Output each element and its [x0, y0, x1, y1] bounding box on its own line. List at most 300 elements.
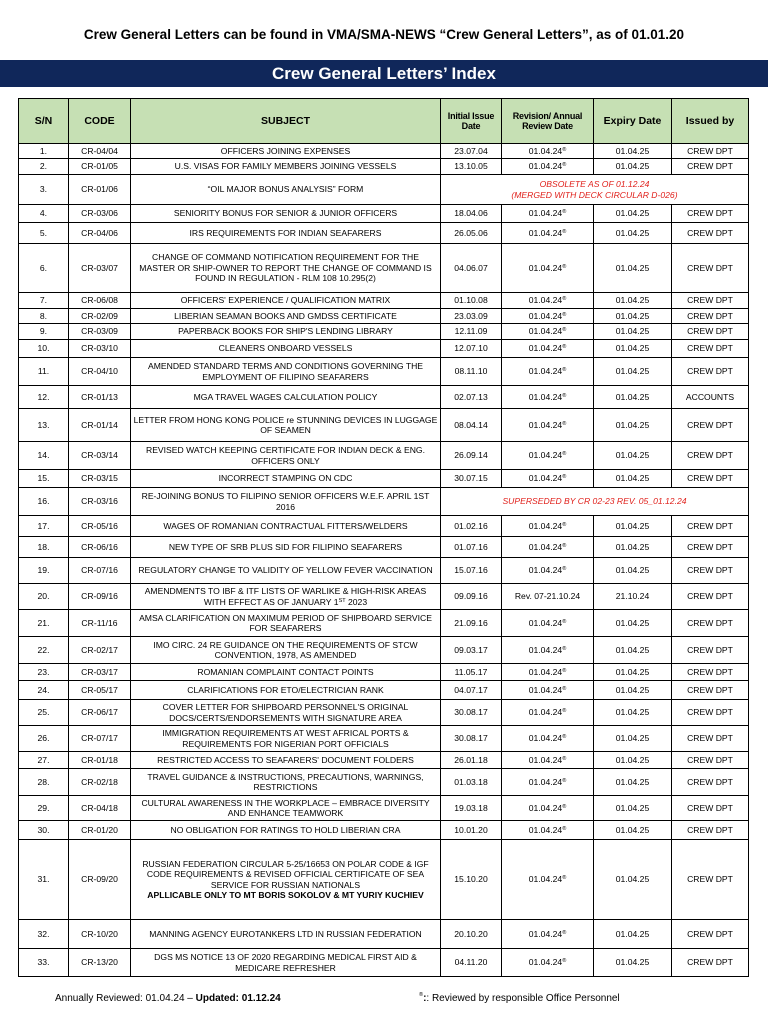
table-row [19, 358, 749, 386]
row-subject [131, 821, 441, 840]
row-revision-date [502, 610, 594, 637]
row-code: CR-03/06 [69, 205, 131, 223]
row-issued-by: CREW DPT [672, 516, 749, 537]
footer-mark-legend: ®:: Reviewed by responsible Office Personnel [419, 992, 620, 1004]
row-code: CR-10/20 [69, 920, 131, 949]
row-revision-value: 01.04.24 [528, 450, 563, 461]
row-revision-value: 01.04.24 [528, 391, 563, 402]
row-issued-by: CREW DPT [672, 949, 749, 977]
row-subject-text: SENIORITY BONUS FOR SENIOR & JUNIOR OFFICERS [173, 208, 398, 219]
row-initial-issue-date: 09.09.16 [441, 584, 502, 610]
table-row [19, 293, 749, 309]
row-issued-by: CREW DPT [672, 340, 749, 358]
row-expiry-date: 01.04.25 [594, 920, 672, 949]
row-initial-issue-date: 04.11.20 [441, 949, 502, 977]
table-row [19, 637, 749, 664]
row-expiry-date: 21.10.24 [594, 584, 672, 610]
row-subject-text: CULTURAL AWARENESS IN THE WORKPLACE – EMBRACE DIVERSITY AND ENHANCE TEAMWORK [141, 797, 430, 818]
table-row [19, 558, 749, 584]
row-initial-issue-date: 30.08.17 [441, 726, 502, 752]
row-code: CR-05/17 [69, 681, 131, 700]
row-subject [131, 516, 441, 537]
table-row [19, 309, 749, 324]
row-expiry-date: 01.04.25 [594, 537, 672, 558]
row-subject [131, 340, 441, 358]
row-sn: 25. [19, 700, 69, 726]
row-expiry-date: 01.04.25 [594, 796, 672, 821]
row-sn: 17. [19, 516, 69, 537]
review-mark: ® [562, 146, 567, 153]
row-code: CR-11/16 [69, 610, 131, 637]
row-sn: 4. [19, 205, 69, 223]
row-revision-value: 01.04.24 [528, 957, 563, 968]
row-initial-issue-date: 26.01.18 [441, 752, 502, 769]
review-mark: ® [562, 451, 567, 458]
row-code: CR-01/06 [69, 175, 131, 205]
table-row [19, 796, 749, 821]
row-revision-date [502, 223, 594, 244]
row-subject [131, 293, 441, 309]
row-code: CR-03/09 [69, 324, 131, 340]
col-sn: S/N [19, 99, 69, 144]
row-code: CR-03/14 [69, 442, 131, 470]
row-subject-text: OFFICERS' EXPERIENCE / QUALIFICATION MATRIX [180, 295, 391, 306]
row-subject-text: RE-JOINING BONUS TO FILIPINO SENIOR OFFICERS W.E.F. APRIL 1ST 2016 [141, 491, 430, 512]
row-issued-by: CREW DPT [672, 752, 749, 769]
table-row [19, 144, 749, 159]
row-revision-date [502, 840, 594, 920]
row-issued-by: CREW DPT [672, 664, 749, 681]
table-row [19, 442, 749, 470]
row-sn: 5. [19, 223, 69, 244]
row-initial-issue-date: 23.03.09 [441, 309, 502, 324]
row-subject [131, 920, 441, 949]
row-revision-value: 01.04.24 [528, 824, 563, 835]
row-expiry-date: 01.04.25 [594, 637, 672, 664]
row-status-note [441, 175, 749, 205]
row-sn: 15. [19, 470, 69, 488]
row-expiry-date: 01.04.25 [594, 324, 672, 340]
row-sn: 30. [19, 821, 69, 840]
row-sn: 9. [19, 324, 69, 340]
row-revision-value: 01.04.24 [528, 145, 563, 156]
row-sn: 29. [19, 796, 69, 821]
row-code: CR-06/08 [69, 293, 131, 309]
row-initial-issue-date: 11.05.17 [441, 664, 502, 681]
row-expiry-date: 01.04.25 [594, 470, 672, 488]
row-initial-issue-date: 08.04.14 [441, 409, 502, 442]
review-mark: ® [562, 755, 567, 762]
row-code: CR-01/14 [69, 409, 131, 442]
row-revision-date [502, 664, 594, 681]
row-initial-issue-date: 08.11.10 [441, 358, 502, 386]
row-subject [131, 700, 441, 726]
row-issued-by: CREW DPT [672, 144, 749, 159]
row-revision-value: 01.04.24 [528, 754, 563, 765]
row-code: CR-02/17 [69, 637, 131, 664]
review-mark: ® [562, 420, 567, 427]
row-sn: 12. [19, 386, 69, 409]
row-subject-text: MANNING AGENCY EUROTANKERS LTD IN RUSSIAN FEDERATION [149, 928, 422, 939]
row-expiry-date: 01.04.25 [594, 409, 672, 442]
top-note: Crew General Letters can be found in VMA/SMA-NEWS “Crew General Letters”, as of 01.01.20 [83, 27, 685, 42]
row-revision-date [502, 159, 594, 175]
review-mark: ® [562, 228, 567, 235]
row-subject-text: RUSSIAN FEDERATION CIRCULAR 5-25/16653 ON POLAR CODE & IGF CODE REQUIREMENTS & REVISED OFFICIAL CERTIFICATE OF SEA SERVICE FOR RUSSIAN NATIONALS [142, 858, 429, 890]
row-initial-issue-date: 10.01.20 [441, 821, 502, 840]
row-revision-date [502, 309, 594, 324]
row-revision-value: 01.04.24 [528, 295, 563, 306]
row-code: CR-03/17 [69, 664, 131, 681]
row-issued-by: CREW DPT [672, 293, 749, 309]
row-code: CR-01/18 [69, 752, 131, 769]
review-mark: ® [562, 474, 567, 481]
review-mark: ® [562, 734, 567, 741]
review-mark: ® [562, 825, 567, 832]
row-revision-value: 01.04.24 [528, 208, 563, 219]
row-sn: 19. [19, 558, 69, 584]
table-header-row [19, 99, 749, 144]
row-issued-by: CREW DPT [672, 205, 749, 223]
row-revision-value: 01.04.24 [528, 802, 563, 813]
row-expiry-date: 01.04.25 [594, 442, 672, 470]
row-revision-value: 01.04.24 [528, 707, 563, 718]
row-issued-by: CREW DPT [672, 584, 749, 610]
row-revision-date [502, 516, 594, 537]
row-subject [131, 637, 441, 664]
row-revision-date [502, 324, 594, 340]
row-issued-by: CREW DPT [672, 769, 749, 796]
row-subject [131, 386, 441, 409]
row-revision-date [502, 769, 594, 796]
row-expiry-date: 01.04.25 [594, 358, 672, 386]
row-initial-issue-date: 26.09.14 [441, 442, 502, 470]
row-issued-by: CREW DPT [672, 442, 749, 470]
row-revision-date [502, 796, 594, 821]
row-subject-text: AMSA CLARIFICATION ON MAXIMUM PERIOD OF SHIPBOARD SERVICE FOR SEAFARERS [139, 612, 432, 633]
row-revision-date [502, 340, 594, 358]
row-issued-by: CREW DPT [672, 681, 749, 700]
row-code: CR-01/13 [69, 386, 131, 409]
row-revision-date [502, 637, 594, 664]
row-initial-issue-date: 13.10.05 [441, 159, 502, 175]
table-row [19, 159, 749, 175]
row-status-note-line: (MERGED WITH DECK CIRCULAR D-026) [511, 189, 678, 200]
row-revision-value: 01.04.24 [528, 666, 563, 677]
row-issued-by: CREW DPT [672, 726, 749, 752]
row-sn: 20. [19, 584, 69, 610]
row-revision-value: 01.04.24 [528, 366, 563, 377]
row-subject [131, 949, 441, 977]
row-code: CR-02/09 [69, 309, 131, 324]
row-code: CR-07/16 [69, 558, 131, 584]
row-sn: 14. [19, 442, 69, 470]
row-sn: 11. [19, 358, 69, 386]
row-expiry-date: 01.04.25 [594, 664, 672, 681]
row-expiry-date: 01.04.25 [594, 700, 672, 726]
row-expiry-date: 01.04.25 [594, 610, 672, 637]
row-code: CR-03/10 [69, 340, 131, 358]
row-subject [131, 726, 441, 752]
row-subject-applicability: APLLICABLE ONLY TO MT BORIS SOKOLOV & MT YURIY KUCHIEV [147, 890, 424, 900]
table-row [19, 821, 749, 840]
row-subject-text: NEW TYPE OF SRB PLUS SID FOR FILIPINO SEAFARERS [168, 541, 403, 552]
row-expiry-date: 01.04.25 [594, 293, 672, 309]
row-initial-issue-date: 30.07.15 [441, 470, 502, 488]
row-revision-value: 01.04.24 [528, 343, 563, 354]
row-revision-date [502, 700, 594, 726]
row-code: CR-04/18 [69, 796, 131, 821]
row-sn: 21. [19, 610, 69, 637]
row-subject-text: INCORRECT STAMPING ON CDC [218, 473, 353, 484]
row-subject [131, 664, 441, 681]
row-issued-by: CREW DPT [672, 821, 749, 840]
row-initial-issue-date: 15.10.20 [441, 840, 502, 920]
review-mark: ® [562, 344, 567, 351]
row-revision-value: 01.04.24 [528, 565, 563, 576]
row-revision-value: 01.04.24 [528, 227, 563, 238]
row-revision-value: 01.04.24 [528, 644, 563, 655]
row-initial-issue-date: 12.11.09 [441, 324, 502, 340]
row-revision-date [502, 949, 594, 977]
review-mark: ® [562, 162, 567, 169]
row-subject [131, 442, 441, 470]
row-revision-date [502, 584, 594, 610]
row-expiry-date: 01.04.25 [594, 752, 672, 769]
row-code: CR-03/16 [69, 488, 131, 516]
row-revision-value: 01.04.24 [528, 326, 563, 337]
row-sn: 2. [19, 159, 69, 175]
review-mark: ® [562, 777, 567, 784]
row-issued-by: CREW DPT [672, 159, 749, 175]
row-revision-date [502, 537, 594, 558]
row-subject [131, 159, 441, 175]
table-body [19, 144, 749, 977]
row-initial-issue-date: 01.02.16 [441, 516, 502, 537]
row-initial-issue-date: 21.09.16 [441, 610, 502, 637]
row-issued-by: CREW DPT [672, 700, 749, 726]
row-subject [131, 309, 441, 324]
row-issued-by: CREW DPT [672, 637, 749, 664]
row-subject-text: REVISED WATCH KEEPING CERTIFICATE FOR INDIAN DECK & ENG. OFFICERS ONLY [145, 445, 425, 466]
row-issued-by: CREW DPT [672, 558, 749, 584]
table-row [19, 681, 749, 700]
row-revision-date [502, 558, 594, 584]
review-mark: ® [562, 566, 567, 573]
row-subject-text: IMO CIRC. 24 RE GUIDANCE ON THE REQUIREMENTS OF STCW CONVENTION, 1978, AS AMENDED [153, 639, 418, 660]
review-mark: ® [562, 209, 567, 216]
row-subject [131, 584, 441, 610]
row-revision-value: 01.04.24 [528, 262, 563, 273]
review-mark: ® [562, 296, 567, 303]
row-revision-value: 01.04.24 [528, 520, 563, 531]
row-subject-text: MGA TRAVEL WAGES CALCULATION POLICY [193, 391, 378, 402]
row-subject-text: TRAVEL GUIDANCE & INSTRUCTIONS, PRECAUTIONS, WARNINGS, RESTRICTIONS [147, 771, 424, 792]
row-issued-by: CREW DPT [672, 324, 749, 340]
row-subject-text: COVER LETTER FOR SHIPBOARD PERSONNEL'S ORIGINAL DOCS/CERTS/ENDORSEMENTS WITH SIGNATURE AREA [162, 702, 409, 723]
row-expiry-date: 01.04.25 [594, 205, 672, 223]
row-subject [131, 205, 441, 223]
row-code: CR-02/18 [69, 769, 131, 796]
row-subject-text: AMENDED STANDARD TERMS AND CONDITIONS GOVERNING THE EMPLOYMENT OF FILIPINO SEAFARERS [147, 361, 424, 382]
row-subject [131, 470, 441, 488]
row-revision-date [502, 205, 594, 223]
row-sn: 3. [19, 175, 69, 205]
row-subject [131, 175, 441, 205]
row-issued-by: CREW DPT [672, 610, 749, 637]
row-revision-value: 01.04.24 [528, 684, 563, 695]
footer-updated-label: Updated: 01.12.24 [195, 993, 281, 1004]
row-sn: 1. [19, 144, 69, 159]
row-code: CR-03/07 [69, 244, 131, 293]
row-subject-text: CLARIFICATIONS FOR ETO/ELECTRICIAN RANK [187, 684, 384, 695]
row-subject [131, 488, 441, 516]
row-code: CR-04/04 [69, 144, 131, 159]
row-revision-date [502, 752, 594, 769]
review-mark: ® [562, 542, 567, 549]
table-row [19, 610, 749, 637]
table-row [19, 223, 749, 244]
row-revision-date [502, 681, 594, 700]
row-revision-value: 01.04.24 [528, 776, 563, 787]
table-row [19, 409, 749, 442]
row-revision-value: 01.04.24 [528, 161, 563, 172]
row-revision-date [502, 144, 594, 159]
row-initial-issue-date: 15.07.16 [441, 558, 502, 584]
row-code: CR-05/16 [69, 516, 131, 537]
row-subject-superscript: ST [338, 597, 346, 604]
review-mark: ® [562, 311, 567, 318]
row-sn: 16. [19, 488, 69, 516]
row-sn: 28. [19, 769, 69, 796]
table-row [19, 516, 749, 537]
table-row [19, 175, 749, 205]
row-subject-text: U.S. VISAS FOR FAMILY MEMBERS JOINING VESSELS [174, 161, 397, 172]
row-sn: 22. [19, 637, 69, 664]
row-revision-date [502, 409, 594, 442]
row-initial-issue-date: 19.03.18 [441, 796, 502, 821]
row-subject-text: CHANGE OF COMMAND NOTIFICATION REQUIREMENT FOR THE MASTER OR SHIP-OWNER TO REPORT THE CHANGE OF COMMAND IS FOUND IN REGULATION - RLM 108 10.295(2) [139, 252, 432, 284]
table-row [19, 386, 749, 409]
row-subject-text: CLEANERS ONBOARD VESSELS [218, 343, 353, 354]
row-code: CR-09/16 [69, 584, 131, 610]
table-row [19, 700, 749, 726]
table-row [19, 537, 749, 558]
review-mark: ® [562, 803, 567, 810]
row-subject [131, 324, 441, 340]
row-code: CR-07/17 [69, 726, 131, 752]
row-code: CR-06/17 [69, 700, 131, 726]
row-revision-date [502, 726, 594, 752]
row-revision-date [502, 293, 594, 309]
row-subject-text: RESTRICTED ACCESS TO SEAFARERS' DOCUMENT FOLDERS [157, 754, 414, 765]
row-issued-by: CREW DPT [672, 920, 749, 949]
table-row [19, 840, 749, 920]
row-sn: 26. [19, 726, 69, 752]
row-revision-date [502, 442, 594, 470]
row-subject [131, 558, 441, 584]
review-mark: ® [562, 958, 567, 965]
row-initial-issue-date: 01.03.18 [441, 769, 502, 796]
row-subject-text: AMENDMENTS TO IBF & ITF LISTS OF WARLIKE & HIGH-RISK AREAS WITH EFFECT AS OF JANUARY 1 [144, 586, 427, 607]
row-status-note-line: OBSOLETE AS OF 01.12.24 [539, 179, 650, 189]
row-expiry-date: 01.04.25 [594, 159, 672, 175]
row-status-note-line: SUPERSEDED BY CR 02-23 REV. 05_01.12.24 [502, 496, 687, 507]
row-revision-value: 01.04.24 [528, 617, 563, 628]
row-code: CR-01/05 [69, 159, 131, 175]
row-subject-text: REGULATORY CHANGE TO VALIDITY OF YELLOW FEVER VACCINATION [138, 565, 433, 576]
index-title-banner: Crew General Letters’ Index [0, 60, 768, 87]
row-issued-by: CREW DPT [672, 409, 749, 442]
row-revision-value: 01.04.24 [528, 733, 563, 744]
row-code: CR-09/20 [69, 840, 131, 920]
row-initial-issue-date: 04.07.17 [441, 681, 502, 700]
row-expiry-date: 01.04.25 [594, 516, 672, 537]
review-mark: ® [562, 645, 567, 652]
row-issued-by: CREW DPT [672, 470, 749, 488]
row-issued-by: ACCOUNTS [672, 386, 749, 409]
table-row [19, 470, 749, 488]
footer-reviewed-label: Annually Reviewed: 01.04.24 – [55, 993, 196, 1004]
row-initial-issue-date: 01.10.08 [441, 293, 502, 309]
row-expiry-date: 01.04.25 [594, 769, 672, 796]
row-sn: 23. [19, 664, 69, 681]
row-subject-text: LIBERIAN SEAMAN BOOKS AND GMDSS CERTIFICATE [174, 310, 397, 321]
table-row [19, 324, 749, 340]
row-initial-issue-date: 20.10.20 [441, 920, 502, 949]
table-row [19, 752, 749, 769]
row-revision-value: 01.04.24 [528, 874, 563, 885]
row-revision-value: 01.04.24 [528, 473, 563, 484]
row-subject-text: OFFICERS JOINING EXPENSES [220, 145, 351, 156]
row-subject [131, 840, 441, 920]
row-issued-by: CREW DPT [672, 840, 749, 920]
row-initial-issue-date: 30.08.17 [441, 700, 502, 726]
row-initial-issue-date: 18.04.06 [441, 205, 502, 223]
row-sn: 8. [19, 309, 69, 324]
footer-review-note [55, 993, 281, 1004]
review-mark: ® [562, 708, 567, 715]
row-sn: 18. [19, 537, 69, 558]
row-code: CR-04/10 [69, 358, 131, 386]
review-mark: ® [562, 263, 567, 270]
col-expiry-date: Expiry Date [594, 99, 672, 144]
row-issued-by: CREW DPT [672, 244, 749, 293]
row-subject-text: IMMIGRATION REQUIREMENTS AT WEST AFRICAL PORTS & REQUIREMENTS FOR NIGERIAN PORT OFFICIALS [162, 728, 409, 749]
row-subject [131, 769, 441, 796]
row-subject-text: PAPERBACK BOOKS FOR SHIP'S LENDING LIBRARY [178, 326, 393, 337]
row-subject [131, 358, 441, 386]
row-subject [131, 537, 441, 558]
row-initial-issue-date: 04.06.07 [441, 244, 502, 293]
row-code: CR-06/16 [69, 537, 131, 558]
footer-mark-label: : Reviewed by responsible Office Personnel [426, 993, 620, 1004]
row-initial-issue-date: 12.07.10 [441, 340, 502, 358]
row-sn: 31. [19, 840, 69, 920]
review-mark: ® [562, 618, 567, 625]
row-revision-value: Rev. 07-21.10.24 [514, 591, 581, 602]
table-row [19, 920, 749, 949]
row-subject-text: LETTER FROM HONG KONG POLICE re STUNNING DEVICES IN LUGGAGE OF SEAMEN [133, 414, 438, 435]
row-subject-text: DGS MS NOTICE 13 OF 2020 REGARDING MEDICAL FIRST AID & MEDICARE REFRESHER [154, 952, 417, 973]
row-subject-text: WAGES OF ROMANIAN CONTRACTUAL FITTERS/WELDERS [163, 520, 408, 531]
row-sn: 10. [19, 340, 69, 358]
row-code: CR-03/15 [69, 470, 131, 488]
review-mark: ® [562, 521, 567, 528]
row-revision-date [502, 244, 594, 293]
table-row [19, 949, 749, 977]
row-subject [131, 409, 441, 442]
